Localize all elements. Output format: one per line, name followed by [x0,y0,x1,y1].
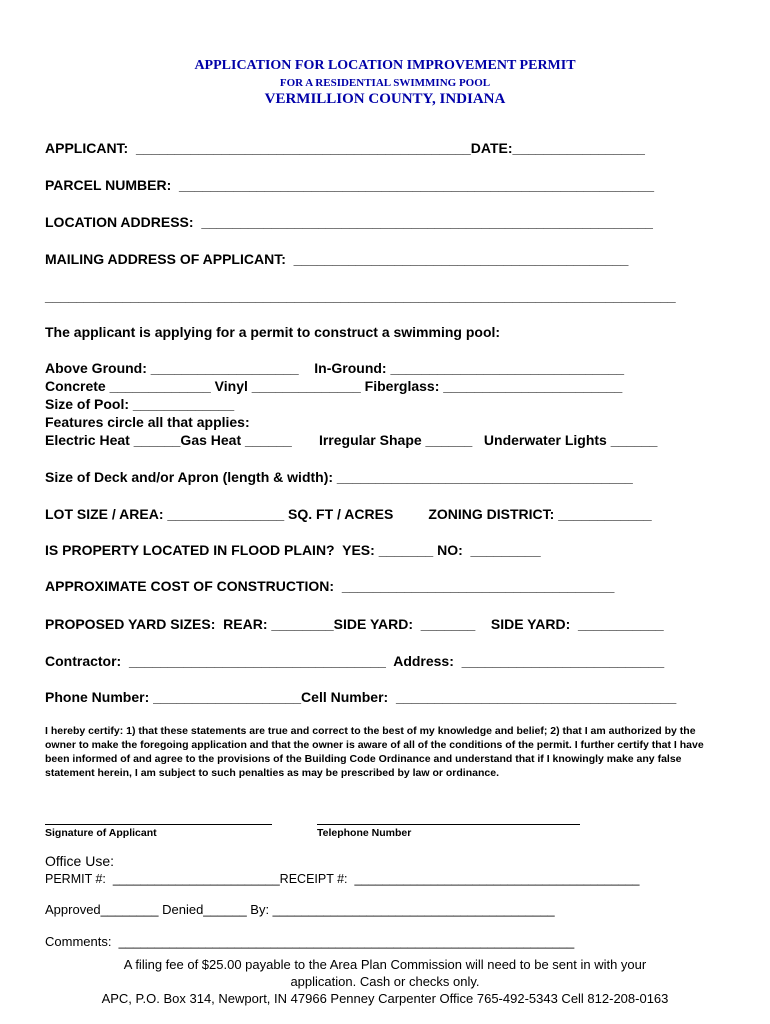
phone-field[interactable]: Phone Number: ___________________Cell Number: ____________________________________ [45,689,677,705]
approval-field[interactable]: Approved________ Denied______ By: _______________________________________ [45,902,555,917]
features-options[interactable]: Electric Heat ______Gas Heat ______ Irregular Shape ______ Underwater Lights ______ [45,432,658,448]
signature-label: Signature of Applicant [45,827,157,839]
flood-plain-field[interactable]: IS PROPERTY LOCATED IN FLOOD PLAIN? YES: _______ NO: _________ [45,542,541,558]
contractor-field[interactable]: Contractor: _________________________________ Address: __________________________ [45,653,665,669]
telephone-label: Telephone Number [317,827,412,839]
construction-cost-field[interactable]: APPROXIMATE COST OF CONSTRUCTION: ___________________________________ [45,578,615,594]
certification-text: I hereby certify: 1) that these statements are true and correct to the best of my knowledge and belief; 2) that I am authorized by the owner to make the foregoing application and that the owner is aware of all of the conditions of the permit. I further certify that I have been informed of and agree to the provisions of the Building Code Ordinance and understand that if I knowingly make any false statement herein, I am subject to such penalties as may be prescribed by law or ordinance. [45,725,704,779]
form-subtitle: FOR A RESIDENTIAL SWIMMING POOL [279,77,491,89]
parcel-number-field[interactable]: PARCEL NUMBER: _____________________________________________________________ [45,177,654,193]
form-title: APPLICATION FOR LOCATION IMPROVEMENT PERMIT [194,58,576,73]
yard-sizes-field[interactable]: PROPOSED YARD SIZES: REAR: ________SIDE YARD: _______ SIDE YARD: ___________ [45,616,664,632]
pool-size-field[interactable]: Size of Pool: _____________ [45,396,235,412]
pool-intro-text: The applicant is applying for a permit to construct a swimming pool: [45,324,501,340]
pool-type-field[interactable]: Above Ground: ___________________ In-Ground: ______________________________ [45,360,625,376]
deck-size-field[interactable]: Size of Deck and/or Apron (length & width): ______________________________________ [45,469,633,485]
permit-receipt-field[interactable]: PERMIT #: ________________________RECEIPT #: _________________________________________ [45,872,640,886]
mailing-address-field[interactable]: MAILING ADDRESS OF APPLICANT: ___________________________________________ [45,251,629,267]
office-use-heading: Office Use: [45,853,114,869]
lot-size-field[interactable]: LOT SIZE / AREA: _______________ SQ. FT / ACRES ZONING DISTRICT: ____________ [45,506,652,522]
contact-info: APC, P.O. Box 314, Newport, IN 47966 Penney Carpenter Office 765-492-5343 Cell 812-208-0163 [101,991,669,1006]
telephone-number-line[interactable] [317,824,580,825]
fee-note-line2: application. Cash or checks only. [290,974,480,989]
pool-material-field[interactable]: Concrete _____________ Vinyl ______________ Fiberglass: _______________________ [45,378,623,394]
fee-note-line1: A filing fee of $25.00 payable to the Area Plan Commission will need to be sent in with your [123,957,647,972]
features-heading: Features circle all that applies: [45,414,250,430]
comments-field[interactable]: Comments: _______________________________________________________________ [45,934,575,949]
county-title: VERMILLION COUNTY, INDIANA [264,91,506,107]
applicant-signature-line[interactable] [45,824,272,825]
applicant-date-field[interactable]: APPLICANT: ___________________________________________DATE:_________________ [45,140,645,156]
location-address-field[interactable]: LOCATION ADDRESS: __________________________________________________________ [45,214,653,230]
mailing-address-line2[interactable]: _________________________________________________________________________________ [45,288,676,304]
